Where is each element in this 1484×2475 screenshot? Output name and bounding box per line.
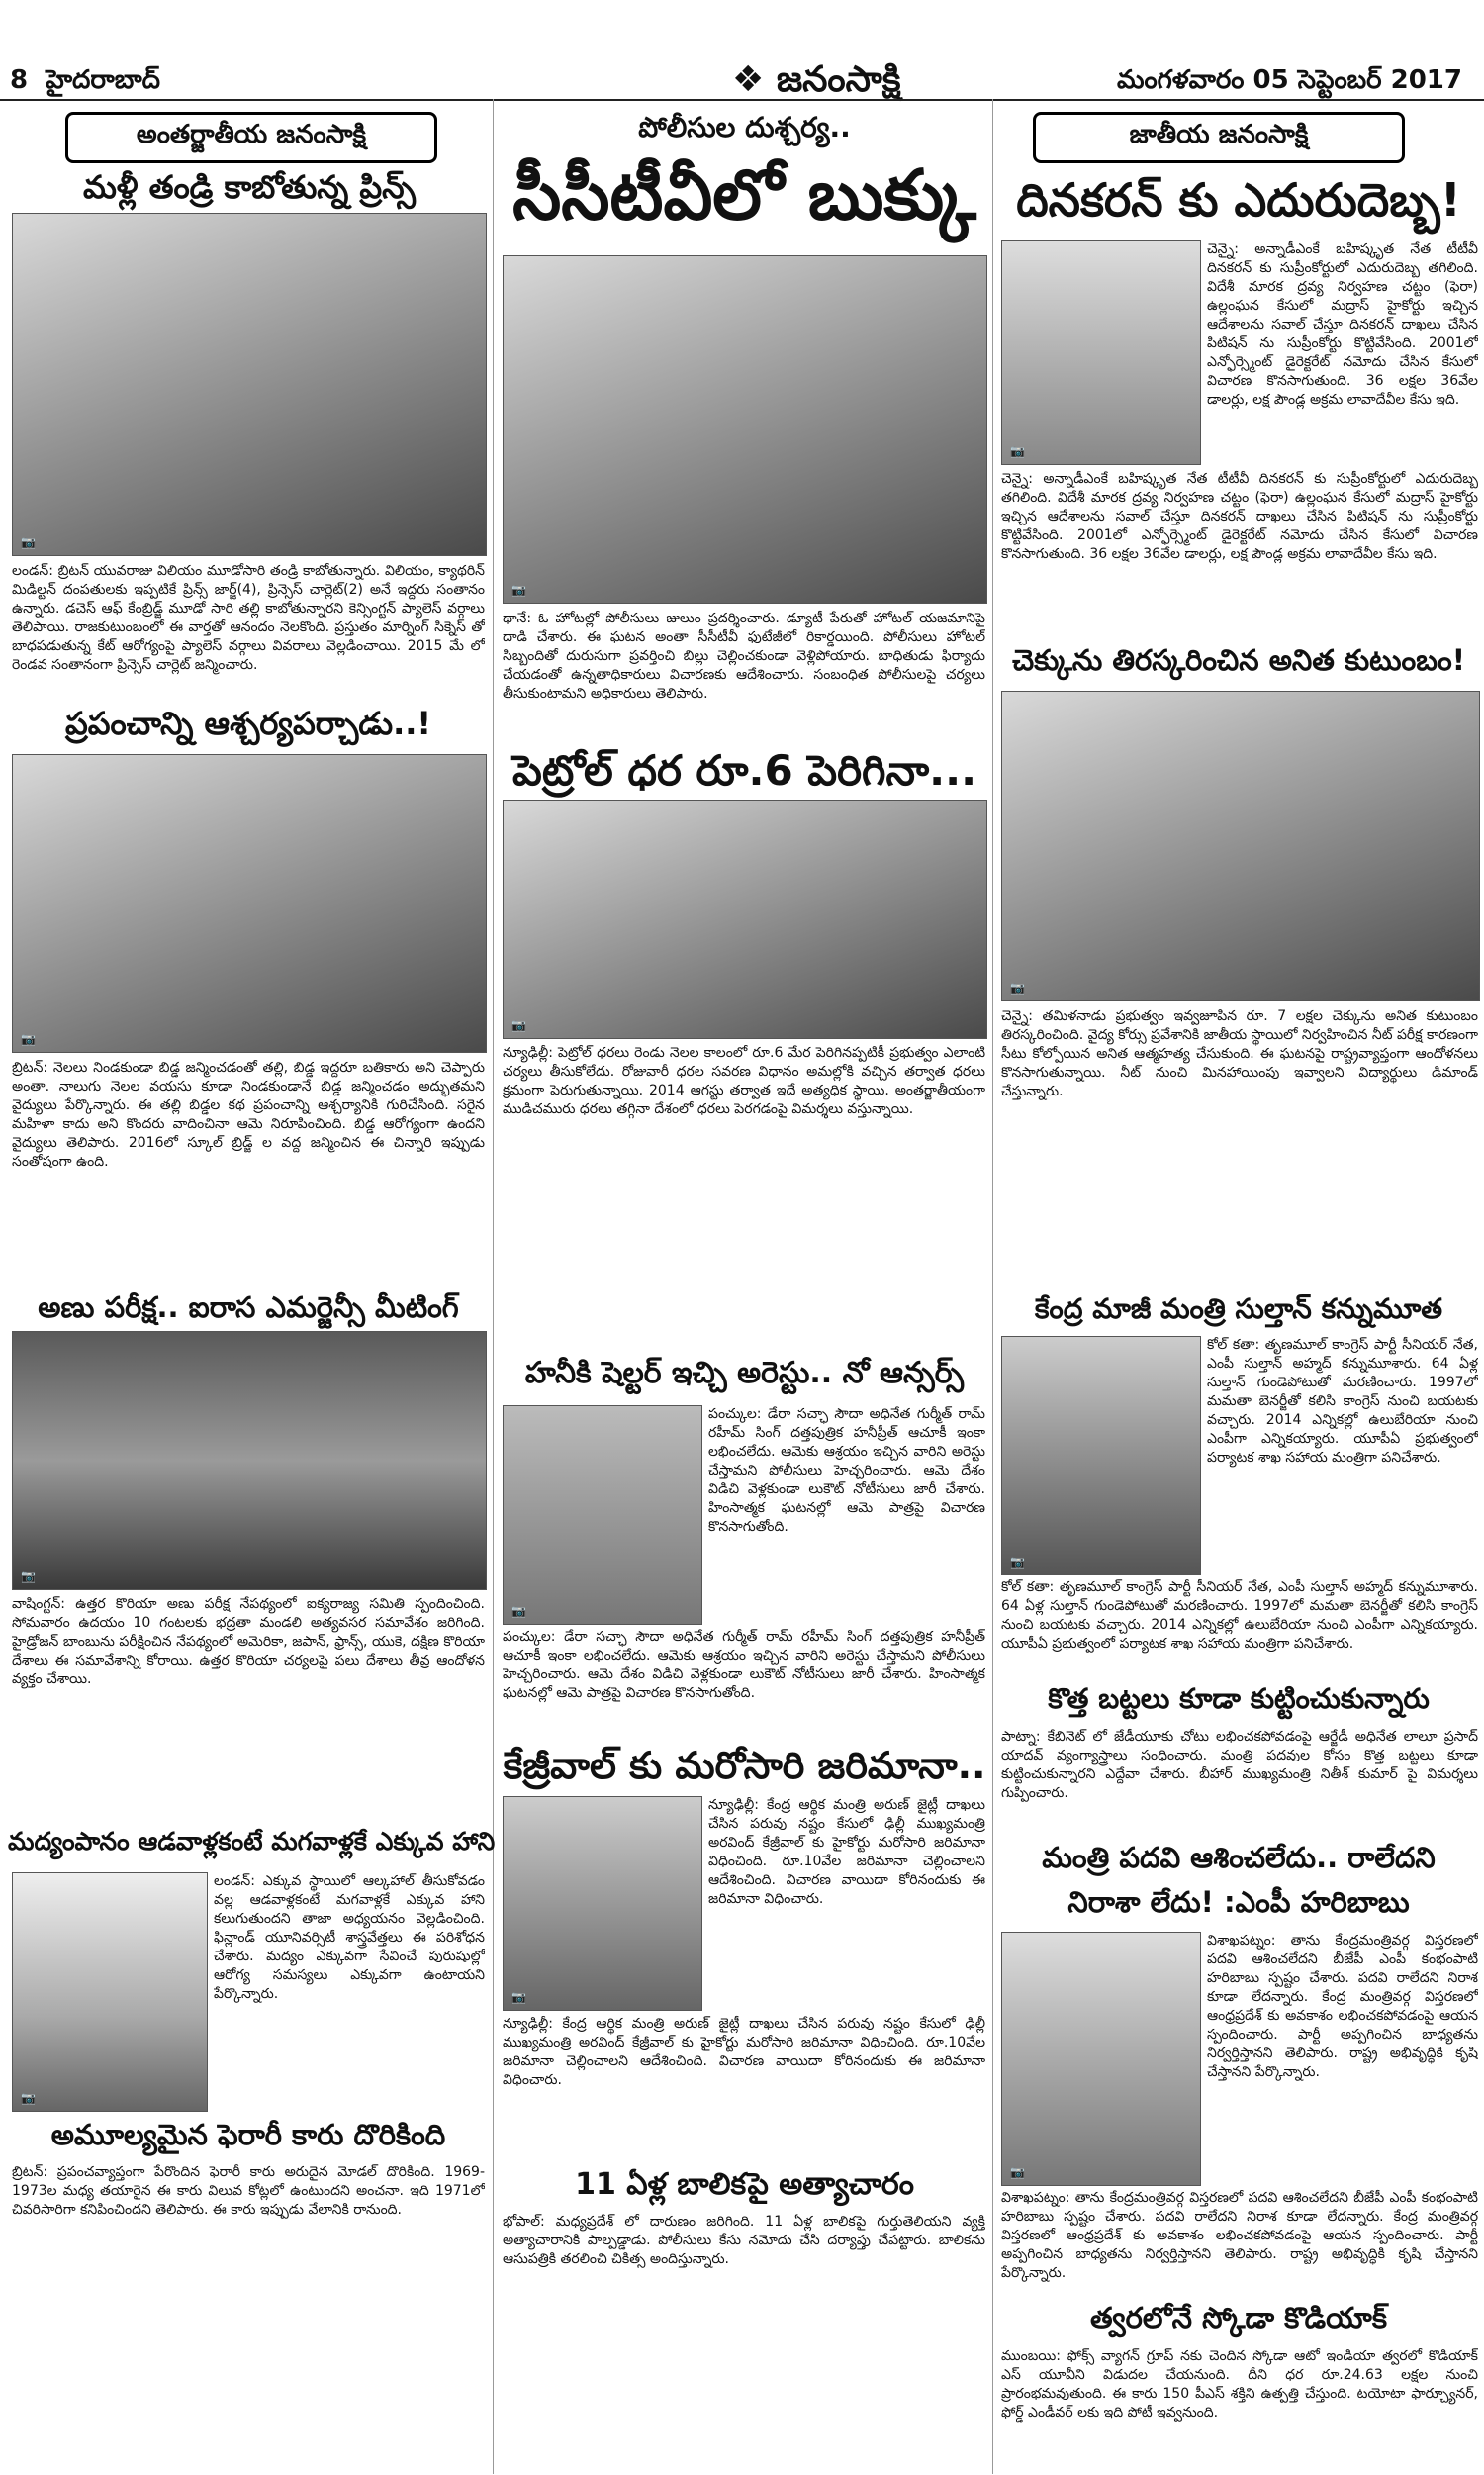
headline-wonder: ప్రపంచాన్ని ఆశ్చర్యపర్చాడు..!	[64, 705, 431, 742]
headline-nuclear: అణు పరీక్ష.. ఐరాస ఎమర్జెన్సీ మీటింగ్	[38, 1290, 459, 1324]
city-name: హైదరాబాద్	[46, 65, 161, 95]
article-honey-side: పంచ్కుల: డేరా సచ్ఛా సౌదా అధినేత గుర్మీత్ రామ్ రహీమ్ సింగ్ దత్తపుత్రిక హనీప్రీత్ ఆచూకీ ఇంకా లభించలేదు. ఆమెకు ఆశ్రయం ఇచ్చిన వారిని అరెస్టు చేస్తామని పోలీసులు హెచ్చరించారు. ఆమె దేశం విడిచి వెళ్లకుండా లుకౌట్ నోటీసులు జారీ చేశారు. హింసాత్మక ఘటనల్లో ఆమె పాత్రపై విచారణ కొనసాగుతోంది.	[708, 1406, 985, 1535]
section-banner-national: జాతీయ జనంసాక్షి	[1033, 112, 1405, 163]
article-prince: లండన్: బ్రిటన్ యువరాజు విలియం మూడోసారి తండ్రి కాబోతున్నారు. విలియం, క్యాథరిన్ మిడిల్టన్ దంపతులకు ఇప్పటికే ప్రిన్స్ జార్జ్(4), ప్రిన్సెస్ చార్లెట్(2) అనే ఇద్దరు సంతానం ఉన్నారు. డచెస్ ఆఫ్ కేంబ్రిడ్జ్ మూడో సారి తల్లి కాబోతున్నారని కెన్సింగ్టన్ ప్యాలెస్ వర్గాలు తెలిపాయి. రాజకుటుంబంలో ఈ వార్తతో ఆనందం నెలకొంది. ప్రస్తుతం మార్నింగ్ సిక్నెస్ తో బాధపడుతున్న కేట్ ఆరోగ్యంపై ప్యాలెస్ వర్గాలు వివరాలు వెల్లడించాయి. 2015 మే లో రెండవ సంతానంగా ప్రిన్సెస్ చార్లెట్ జన్మించారు.	[12, 563, 485, 673]
headline-prince: మళ్లీ తండ్రి కాబోతున్న ప్రిన్స్	[82, 168, 417, 206]
article-nuclear: వాషింగ్టన్: ఉత్తర కొరియా అణు పరీక్ష నేపథ్యంలో ఐక్యరాజ్య సమితి స్పందించింది. సోమవారం ఉదయం 10 గంటలకు భద్రతా మండలి అత్యవసర సమావేశం జరిగింది. హైడ్రోజన్ బాంబును పరీక్షించిన నేపథ్యంలో అమెరికా, జపాన్, ఫ్రాన్స్, యుకె, దక్షిణ కొరియా దేశాలు ఈ సమావేశాన్ని కోరాయి. ఉత్తర కొరియా చర్యలపై పలు దేశాలు తీవ్ర ఆందోళన వ్యక్తం చేశాయి.	[12, 1596, 485, 1687]
photo-dinakaran: 📷	[1001, 240, 1201, 465]
photo-anitha-family: 📷	[1001, 691, 1480, 1001]
photo-sultan: 📷	[1001, 1336, 1201, 1575]
column-divider	[493, 99, 494, 2474]
headline-kejriwal: కేజ్రీవాల్ కు మరోసారి జరిమానా..	[503, 1744, 986, 1787]
logo-text: జనంసాక్షి	[776, 59, 901, 100]
masthead	[0, 0, 1484, 99]
headline-sultan: కేంద్ర మాజీ మంత్రి సుల్తాన్ కన్నుమూత	[1034, 1292, 1443, 1325]
photo-honeypreet: 📷	[503, 1405, 702, 1625]
article-girl: భోపాల్: మధ్యప్రదేశ్ లో దారుణం జరిగింది. 11 ఏళ్ల బాలికపై గుర్తుతెలియని వ్యక్తి అత్యాచారానికి పాల్పడ్డాడు. పోలీసులు కేసు నమోదు చేసి దర్యాప్తు చేపట్టారు. బాలికను ఆసుపత్రికి తరలించి చికిత్స అందిస్తున్నారు.	[503, 2214, 985, 2267]
article-alcohol: లండన్: ఎక్కువ స్థాయిలో ఆల్కహాల్ తీసుకోవడం వల్ల ఆడవాళ్లకంటే మగవాళ్లకే ఎక్కువ హాని కలుగుతుందని తాజా అధ్యయనం వెల్లడించింది. ఫిన్లాండ్ యూనివర్సిటీ శాస్త్రవేత్తలు ఈ పరిశోధన చేశారు. మద్యం ఎక్కువగా సేవించే పురుషుల్లో ఆరోగ్య సమస్యలు ఎక్కువగా ఉంటాయని పేర్కొన్నారు.	[214, 1873, 485, 2002]
article-cctv: థానే: ఓ హోటల్లో పోలీసులు జులుం ప్రదర్శించారు. డ్యూటీ పేరుతో హోటల్ యజమానిపై దాడి చేశారు. ఈ ఘటన అంతా సీసీటీవీ ఫుటేజీలో రికార్డయింది. పోలీసులు హోటల్ సిబ్బందితో దురుసుగా ప్రవర్తించి బిల్లు చెల్లించకుండా వెళ్లిపోయారు. బాధితుడు ఫిర్యాదు చేయడంతో ఉన్నతాధికారులు విచారణకు ఆదేశించారు. సంబంధిత పోలీసులపై చర్యలు తీసుకుంటామని అధికారులు తెలిపారు.	[503, 611, 985, 702]
photo-cctv-footage: 📷	[503, 255, 987, 604]
photo-petrol-pump: 📷	[503, 800, 987, 1039]
headline-ferrari: అమూల్యమైన ఫెరారీ కారు దొరికింది	[50, 2118, 446, 2151]
headline-anitha: చెక్కును తిరస్కరించిన అనిత కుటుంబం!	[1012, 643, 1465, 677]
article-dinakaran: చెన్నై: అన్నాడీఎంకే బహిష్కృత నేత టీటీవీ దినకరన్ కు సుప్రీంకోర్టులో ఎదురుదెబ్బ తగిలింది. విదేశీ మారక ద్రవ్య నిర్వహణ చట్టం (ఫెరా) ఉల్లంఘన కేసులో మద్రాస్ హైకోర్టు ఇచ్చిన ఆదేశాలను సవాల్ చేస్తూ దినకరన్ దాఖలు చేసిన పిటిషన్ ను సుప్రీంకోర్టు కొట్టివేసింది. 2001లో ఎన్ఫోర్స్మెంట్ డైరెక్టరేట్ నమోదు చేసిన కేసులో విచారణ కొనసాగుతుంది. 36 లక్షల 36వేల డాలర్లు, లక్ష పౌండ్ల అక్రమ లావాదేవీల కేసు ఇది.	[1001, 471, 1478, 562]
article-petrol: న్యూఢిల్లీ: పెట్రోల్ ధరలు రెండు నెలల కాలంలో రూ.6 మేర పెరిగినప్పటికీ ప్రభుత్వం ఎలాంటి చర్యలు తీసుకోలేదు. రోజువారీ ధరల సవరణ విధానం అమల్లోకి వచ్చిన తర్వాత ధరలు క్రమంగా పెరుగుతున్నాయి. 2014 ఆగస్టు తర్వాత ఇదే అత్యధిక స్థాయి. అంతర్జాతీయంగా ముడిచమురు ధరలు తగ్గినా దేశంలో ధరలు పెరగడంపై విమర్శలు వస్తున్నాయి.	[503, 1045, 985, 1117]
article-anitha: చెన్నై: తమిళనాడు ప్రభుత్వం ఇవ్వజూపిన రూ. 7 లక్షల చెక్కును అనిత కుటుంబం తిరస్కరించింది. వైద్య కోర్సు ప్రవేశానికి జాతీయ స్థాయిలో నిర్వహించిన నీట్ పరీక్ష కారణంగా సీటు కోల్పోయిన అనిత ఆత్మహత్య చేసుకుంది. ఈ ఘటనపై రాష్ట్రవ్యాప్తంగా ఆందోళనలు కొనసాగుతున్నాయి. నీట్ నుంచి మినహాయింపు ఇవ్వాలని విద్యార్థులు డిమాండ్ చేస్తున్నారు.	[1001, 1008, 1478, 1099]
issue-date: మంగళవారం 05 సెప్టెంబర్ 2017	[1116, 65, 1462, 95]
headline-minister-line2: నిరాశా లేదు! :ఎంపీ హరిబాబు	[1067, 1885, 1410, 1919]
photo-royal-family: 📷	[12, 213, 487, 556]
headline-dinakaran: దినకరన్ కు ఎదురుదెబ్బ!	[1016, 173, 1461, 227]
article-wonder: బ్రిటన్: నెలలు నిండకుండా బిడ్డ జన్మించడంతో తల్లి, బిడ్డ ఇద్దరూ బతికారు అని చెప్పారు అంతా. నాలుగు నెలల వయసు కూడా నిండకుండానే బిడ్డ జన్మించడం అద్భుతమని వైద్యులు పేర్కొన్నారు. ఈ తల్లి బిడ్డల కథ ప్రపంచాన్ని ఆశ్చర్యానికి గురిచేసింది. సరైన మహిళా కాదు అని కొందరు వాదించినా ఆమె నిరూపించింది. బిడ్డ ఆరోగ్యంగా ఉందని వైద్యులు తెలిపారు. 2016లో స్కూల్ బ్రిడ్జ్ ల వద్ద జన్మించిన ఈ చిన్నారి ఇప్పుడు సంతోషంగా ఉంది.	[12, 1060, 485, 1170]
article-clothes: పాట్నా: కేబినెట్ లో జేడీయూకు చోటు లభించకపోవడంపై ఆర్జేడీ అధినేత లాలూ ప్రసాద్ యాదవ్ వ్యంగ్యాస్త్రాలు సంధించారు. మంత్రి పదవుల కోసం కొత్త బట్టలు కూడా కుట్టించుకున్నారని ఎద్దేవా చేశారు. బీహార్ ముఖ్యమంత్రి నితీశ్ కుమార్ పై విమర్శలు గుప్పించారు.	[1001, 1729, 1478, 1801]
article-ferrari: బ్రిటన్: ప్రపంచవ్యాప్తంగా పేరొందిన ఫెరారీ కారు అరుదైన మోడల్ దొరికింది. 1969-1973ల మధ్య తయారైన ఈ కారు విలువ కోట్లలో ఉంటుందని అంచనా. ఇది 1971లో చివరిసారిగా కనిపించిందని తెలిపారు. ఈ కారు ఇప్పుడు వేలానికి రానుంది.	[12, 2164, 485, 2218]
page-number: 8	[10, 65, 29, 95]
kicker-police: పోలీసుల దుశ్చర్య..	[638, 111, 851, 143]
headline-alcohol: మద్యంపానం ఆడవాళ్లకంటే మగవాళ్లకే ఎక్కువ హాని	[8, 1827, 496, 1856]
headline-skoda: త్వరలోనే స్కోడా కొడియాక్	[1089, 2301, 1388, 2334]
article-kejriwal: న్యూఢిల్లీ: కేంద్ర ఆర్థిక మంత్రి అరుణ్ జైట్లీ దాఖలు చేసిన పరువు నష్టం కేసులో ఢిల్లీ ముఖ్యమంత్రి అరవింద్ కేజ్రీవాల్ కు హైకోర్టు మరోసారి జరిమానా విధించింది. రూ.10వేల జరిమానా చెల్లించాలని ఆదేశించింది. విచారణ వాయిదా కోరినందుకు ఈ జరిమానా విధించారు.	[503, 2016, 985, 2088]
article-kejriwal-side: న్యూఢిల్లీ: కేంద్ర ఆర్థిక మంత్రి అరుణ్ జైట్లీ దాఖలు చేసిన పరువు నష్టం కేసులో ఢిల్లీ ముఖ్యమంత్రి అరవింద్ కేజ్రీవాల్ కు హైకోర్టు మరోసారి జరిమానా విధించింది. రూ.10వేల జరిమానా చెల్లించాలని ఆదేశించింది. విచారణ వాయిదా కోరినందుకు ఈ జరిమానా విధించారు.	[708, 1797, 985, 1907]
page-number-city	[10, 65, 160, 101]
article-skoda: ముంబయి: ఫోక్స్ వ్యాగన్ గ్రూప్ నకు చెందిన స్కోడా ఆటో ఇండియా త్వరలో కొడియాక్ ఎస్ యూవీని విడుదల చేయనుంది. దీని ధర రూ.24.63 లక్షల నుంచి ప్రారంభమవుతుంది. ఈ కారు 150 పీఎస్ శక్తిని ఉత్పత్తి చేస్తుంది. టయోటా ఫార్చ్యూనర్, ఫోర్డ్ ఎండీవర్ లకు ఇది పోటీ ఇవ్వనుంది.	[1001, 2348, 1478, 2421]
headline-minister-line1: మంత్రి పదవి ఆశించలేదు.. రాలేదని	[1042, 1841, 1436, 1874]
article-minister: విశాఖపట్నం: తాను కేంద్రమంత్రివర్గ విస్తరణలో పదవి ఆశించలేదని బీజేపీ ఎంపీ కంభంపాటి హరిబాబు స్పష్టం చేశారు. పదవి రాలేదని నిరాశ కూడా లేదన్నారు. కేంద్ర మంత్రివర్గ విస్తరణలో ఆంధ్రప్రదేశ్ కు అవకాశం లభించకపోవడంపై ఆయన స్పందించారు. పార్టీ అప్పగించిన బాధ్యతను నిర్వర్తిస్తానని తెలిపారు. రాష్ట్ర అభివృద్ధికి కృషి చేస్తానని పేర్కొన్నారు.	[1001, 2190, 1478, 2281]
masthead-rule	[0, 99, 1484, 101]
article-dinakaran-side: చెన్నై: అన్నాడీఎంకే బహిష్కృత నేత టీటీవీ దినకరన్ కు సుప్రీంకోర్టులో ఎదురుదెబ్బ తగిలింది. విదేశీ మారక ద్రవ్య నిర్వహణ చట్టం (ఫెరా) ఉల్లంఘన కేసులో మద్రాస్ హైకోర్టు ఇచ్చిన ఆదేశాలను సవాల్ చేస్తూ దినకరన్ దాఖలు చేసిన పిటిషన్ ను సుప్రీంకోర్టు కొట్టివేసింది. 2001లో ఎన్ఫోర్స్మెంట్ డైరెక్టరేట్ నమోదు చేసిన కేసులో విచారణ కొనసాగుతుంది. 36 లక్షల 36వేల డాలర్లు, లక్ష పౌండ్ల అక్రమ లావాదేవీల కేసు ఇది.	[1207, 241, 1478, 408]
photo-un-meeting: 📷	[12, 1331, 487, 1590]
section-banner-international: అంతర్జాతీయ జనంసాక్షి	[65, 112, 437, 163]
headline-honey: హనీకి షెల్టర్ ఇచ్చి అరెస్టు.. నో ఆన్సర్స్	[524, 1356, 965, 1390]
article-honey: పంచ్కుల: డేరా సచ్ఛా సౌదా అధినేత గుర్మీత్ రామ్ రహీమ్ సింగ్ దత్తపుత్రిక హనీప్రీత్ ఆచూకీ ఇంకా లభించలేదు. ఆమెకు ఆశ్రయం ఇచ్చిన వారిని అరెస్టు చేస్తామని పోలీసులు హెచ్చరించారు. ఆమె దేశం విడిచి వెళ్లకుండా లుకౌట్ నోటీసులు జారీ చేశారు. హింసాత్మక ఘటనల్లో ఆమె పాత్రపై విచారణ కొనసాగుతోంది.	[503, 1629, 985, 1701]
photo-kejriwal: 📷	[503, 1796, 702, 2011]
article-minister-side: విశాఖపట్నం: తాను కేంద్రమంత్రివర్గ విస్తరణలో పదవి ఆశించలేదని బీజేపీ ఎంపీ కంభంపాటి హరిబాబు స్పష్టం చేశారు. పదవి రాలేదని నిరాశ కూడా లేదన్నారు. కేంద్ర మంత్రివర్గ విస్తరణలో ఆంధ్రప్రదేశ్ కు అవకాశం లభించకపోవడంపై ఆయన స్పందించారు. పార్టీ అప్పగించిన బాధ్యతను నిర్వర్తిస్తానని తెలిపారు. రాష్ట్ర అభివృద్ధికి కృషి చేస్తానని పేర్కొన్నారు.	[1207, 1933, 1478, 2080]
newspaper-logo: ❖ జనంసాక్షి	[732, 59, 901, 100]
photo-family-baby: 📷	[12, 754, 487, 1053]
article-sultan-side: కోల్ కతా: తృణమూల్ కాంగ్రెస్ పార్టీ సీనియర్ నేత, ఎంపీ సుల్తాన్ అహ్మద్ కన్నుమూశారు. 64 ఏళ్ల సుల్తాన్ గుండెపోటుతో మరణించారు. 1997లో మమతా బెనర్జీతో కలిసి కాంగ్రెస్ నుంచి బయటకు వచ్చారు. 2014 ఎన్నికల్లో ఉలుబేరియా నుంచి ఎంపీగా ఎన్నికయ్యారు. యూపీఏ ప్రభుత్వంలో పర్యాటక శాఖ సహాయ మంత్రిగా పనిచేశారు.	[1207, 1337, 1478, 1466]
column-divider	[992, 99, 993, 2474]
headline-girl: 11 ఏళ్ల బాలికపై అత్యాచారం	[575, 2167, 914, 2202]
headline-petrol: పెట్రోల్ ధర రూ.6 పెరిగినా...	[511, 746, 977, 795]
photo-haribabu: 📷	[1001, 1932, 1201, 2186]
article-sultan: కోల్ కతా: తృణమూల్ కాంగ్రెస్ పార్టీ సీనియర్ నేత, ఎంపీ సుల్తాన్ అహ్మద్ కన్నుమూశారు. 64 ఏళ్ల సుల్తాన్ గుండెపోటుతో మరణించారు. 1997లో మమతా బెనర్జీతో కలిసి కాంగ్రెస్ నుంచి బయటకు వచ్చారు. 2014 ఎన్నికల్లో ఉలుబేరియా నుంచి ఎంపీగా ఎన్నికయ్యారు. యూపీఏ ప్రభుత్వంలో పర్యాటక శాఖ సహాయ మంత్రిగా పనిచేశారు.	[1001, 1579, 1478, 1652]
photo-drinks: 📷	[12, 1872, 208, 2112]
headline-cctv: సీసీటీవీలో బుక్కు	[512, 154, 976, 236]
headline-clothes: కొత్త బట్టలు కూడా కుట్టించుకున్నారు	[1048, 1682, 1430, 1715]
